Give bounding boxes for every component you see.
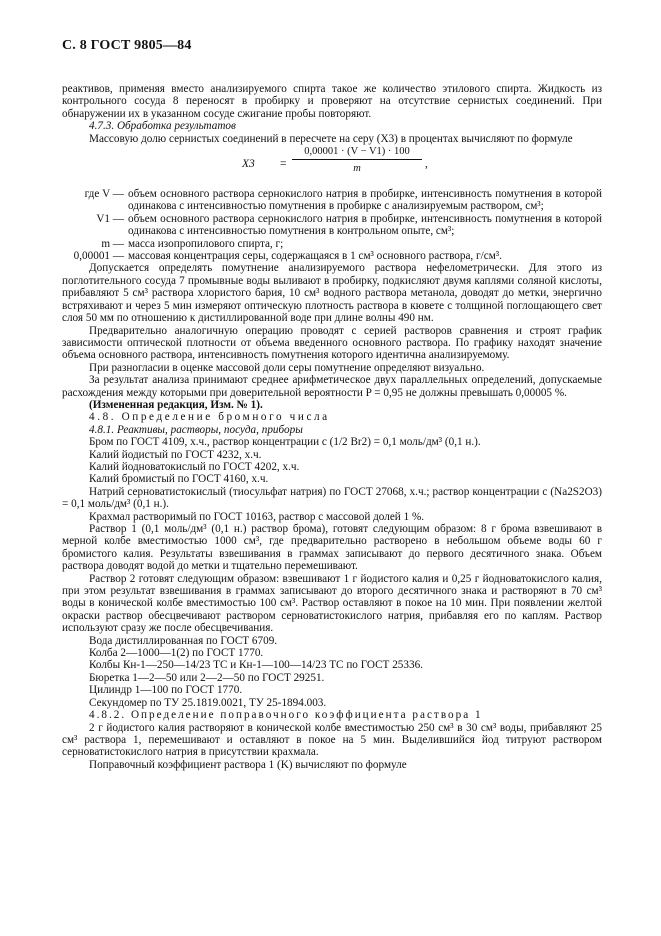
formula-lhs: X3 [242,158,255,171]
reagent-item: Бюретка 1—2—50 или 2—2—50 по ГОСТ 29251. [89,671,325,684]
paragraph: Массовую долю сернистых соединений в пересчете на серу (X3) в процентах вычисляют по формуле [89,132,573,145]
paragraph: 2 г йодистого калия растворяют в конической колбе вместимостью 250 см³ в 30 см³ воды, прибавляют 25 см³ раствора 1, перемешивают и оставляют в покое на 5 мин. Выделившийся йод титруют раствором серноватистокислого натрия в присутствии крахмала. [62,721,602,759]
reagent-item: Крахмал растворимый по ГОСТ 10163, раствор с массовой долей 1 %. [89,510,425,523]
reagent-item: Калий бромистый по ГОСТ 4160, х.ч. [89,473,269,486]
formula-equals: = [280,158,287,171]
formula-fraction [292,146,422,174]
definition-key: V1 — [96,212,124,225]
definition-key: m — [101,237,124,250]
reagent-item: Секундомер по ТУ 25.1819.0021, ТУ 25-1894.003. [89,696,327,709]
definition-text: объем основного раствора сернокислого натрия в пробирке, интенсивность помутнения в которой одинакова с интенсивностью помутнения в контрольном опыте, см³; [128,212,602,238]
reagent-item: Калий йодистый по ГОСТ 4232, х.ч. [89,448,262,461]
definition-text: масса изопропилового спирта, г; [128,237,284,250]
paragraph: Допускается определять помутнение анализируемого раствора нефелометрически. Для этого из поглотительного сосуда 7 промывные воды выливают в пробирку, подкисляют двумя каплями соляной кислоты, прибавляют 5 см³ раствора хлористого бария, 10 см³ водного раствора метанола, доводят до метки, энергично встряхивают и через 5 мин измеряют оптическую плотность раствора в кювете с толщиной поглощающего свет слоя 50 мм по отношению к дистиллированной воде при длине волны 490 нм. [62,262,602,325]
document-page [62,38,602,771]
definition-item [62,188,602,213]
definition-key: где V — [84,188,124,201]
paragraph: Поправочный коэффициент раствора 1 (K) вычисляют по формуле [89,758,407,771]
definition-text: объем основного раствора сернокислого натрия в пробирке, интенсивность помутнения в которой одинакова с интенсивностью помутнения в пробирке с анализируемым раствором, см³; [128,188,602,213]
paragraph: реактивов, применяя вместо анализируемого спирта такое же количество этилового спирта. Жидкость из контрольного сосуда 8 переносят в пробирку и проверяют на отсутствие сернистых соединений. При обнаружении их в указанном сосуде сжигание пробы повторяют. [62,83,602,120]
reagent-item: Колбы Кн-1—250—14/23 ТС и Кн-1—100—14/23 ТС по ГОСТ 25336. [89,659,423,672]
reagent-item: Колба 2—1000—1(2) по ГОСТ 1770. [89,647,264,660]
reagent-item: Калий йодноватокислый по ГОСТ 4202, х.ч. [89,460,300,473]
definition-item [62,213,602,238]
definition-key: 0,00001 — [73,250,124,263]
reagent-item: Раствор 2 готовят следующим образом: взвешивают 1 г йодистого калия и 0,25 г йодноватокислого калия, при этом результат взвешивания в граммах записывают до второго десятичного знака и растворяют в 70 см³ воды в конической колбе вместимостью 100 см³. Раствор оставляют в покое на 10 мин. При появлении желтой окраски раствор обесцвечивают раствором серноватистокислого натрия, прибавляя его по каплям. Раствор используют сразу же после обесцвечивания. [62,572,602,635]
reagent-item: Бром по ГОСТ 4109, х.ч., раствор концентрации c (1/2 Br2) = 0,1 моль/дм³ (0,1 н.). [89,436,481,449]
formula-definitions [62,188,602,262]
paragraph: Предварительно аналогичную операцию проводят с серией растворов сравнения и строят график зависимости оптической плотности от объема введенного основного раствора. По графику находят значение объема основного раствора, интенсивность помутнения которого идентична анализируемому. [62,324,602,362]
section-4-8-2-title: 4.8.2. Определение поправочного коэффициента раствора 1 [89,709,483,722]
paragraph: За результат анализа принимают среднее арифметическое двух параллельных определений, допускаемые расхождения между которыми при доверительной вероятности P = 0,95 не должны превышать 0,00005 %. [62,374,602,399]
page-header: С. 8 ГОСТ 9805—84 [62,38,192,53]
reagent-item: Натрий серноватистокислый (тиосульфат натрия) по ГОСТ 27068, х.ч.; раствор концентрации c (Na2S2O3) = 0,1 моль/дм³ (0,1 н.). [62,485,602,511]
formula-x3 [62,146,602,184]
section-4-8-1-title: 4.8.1. Реактивы, растворы, посуда, приборы [89,423,303,436]
formula-numerator: 0,00001 · (V − V1) · 100 [292,146,422,160]
formula-comma: , [425,158,428,171]
edition-note: (Измененная редакция, Изм. № 1). [89,398,263,411]
reagent-item: Вода дистиллированная по ГОСТ 6709. [89,634,278,647]
formula-denominator: m [353,163,361,175]
definition-text: массовая концентрация серы, содержащаяся в 1 см³ основного раствора, г/см³. [128,250,502,263]
definition-item [62,250,602,262]
definition-item [62,238,602,250]
reagent-item: Цилиндр 1—100 по ГОСТ 1770. [89,684,243,697]
section-4-8-title: 4.8. Определение бромного числа [89,411,330,424]
section-4-7-3-title: 4.7.3. Обработка результатов [89,120,236,133]
reagent-item: Раствор 1 (0,1 моль/дм³ (0,1 н.) раствор брома), готовят следующим образом: 8 г брома взвешивают в мерной колбе вместимостью 1000 см³, где предварительно растворено в небольшом объеме воды 60 г бромистого калия. Результаты взвешивания в граммах записывают до первого десятичного знака. Объем раствора доводят водой до метки и тщательно перемешивают. [62,523,602,573]
paragraph: При разногласии в оценке массовой доли серы помутнение определяют визуально. [89,361,485,374]
